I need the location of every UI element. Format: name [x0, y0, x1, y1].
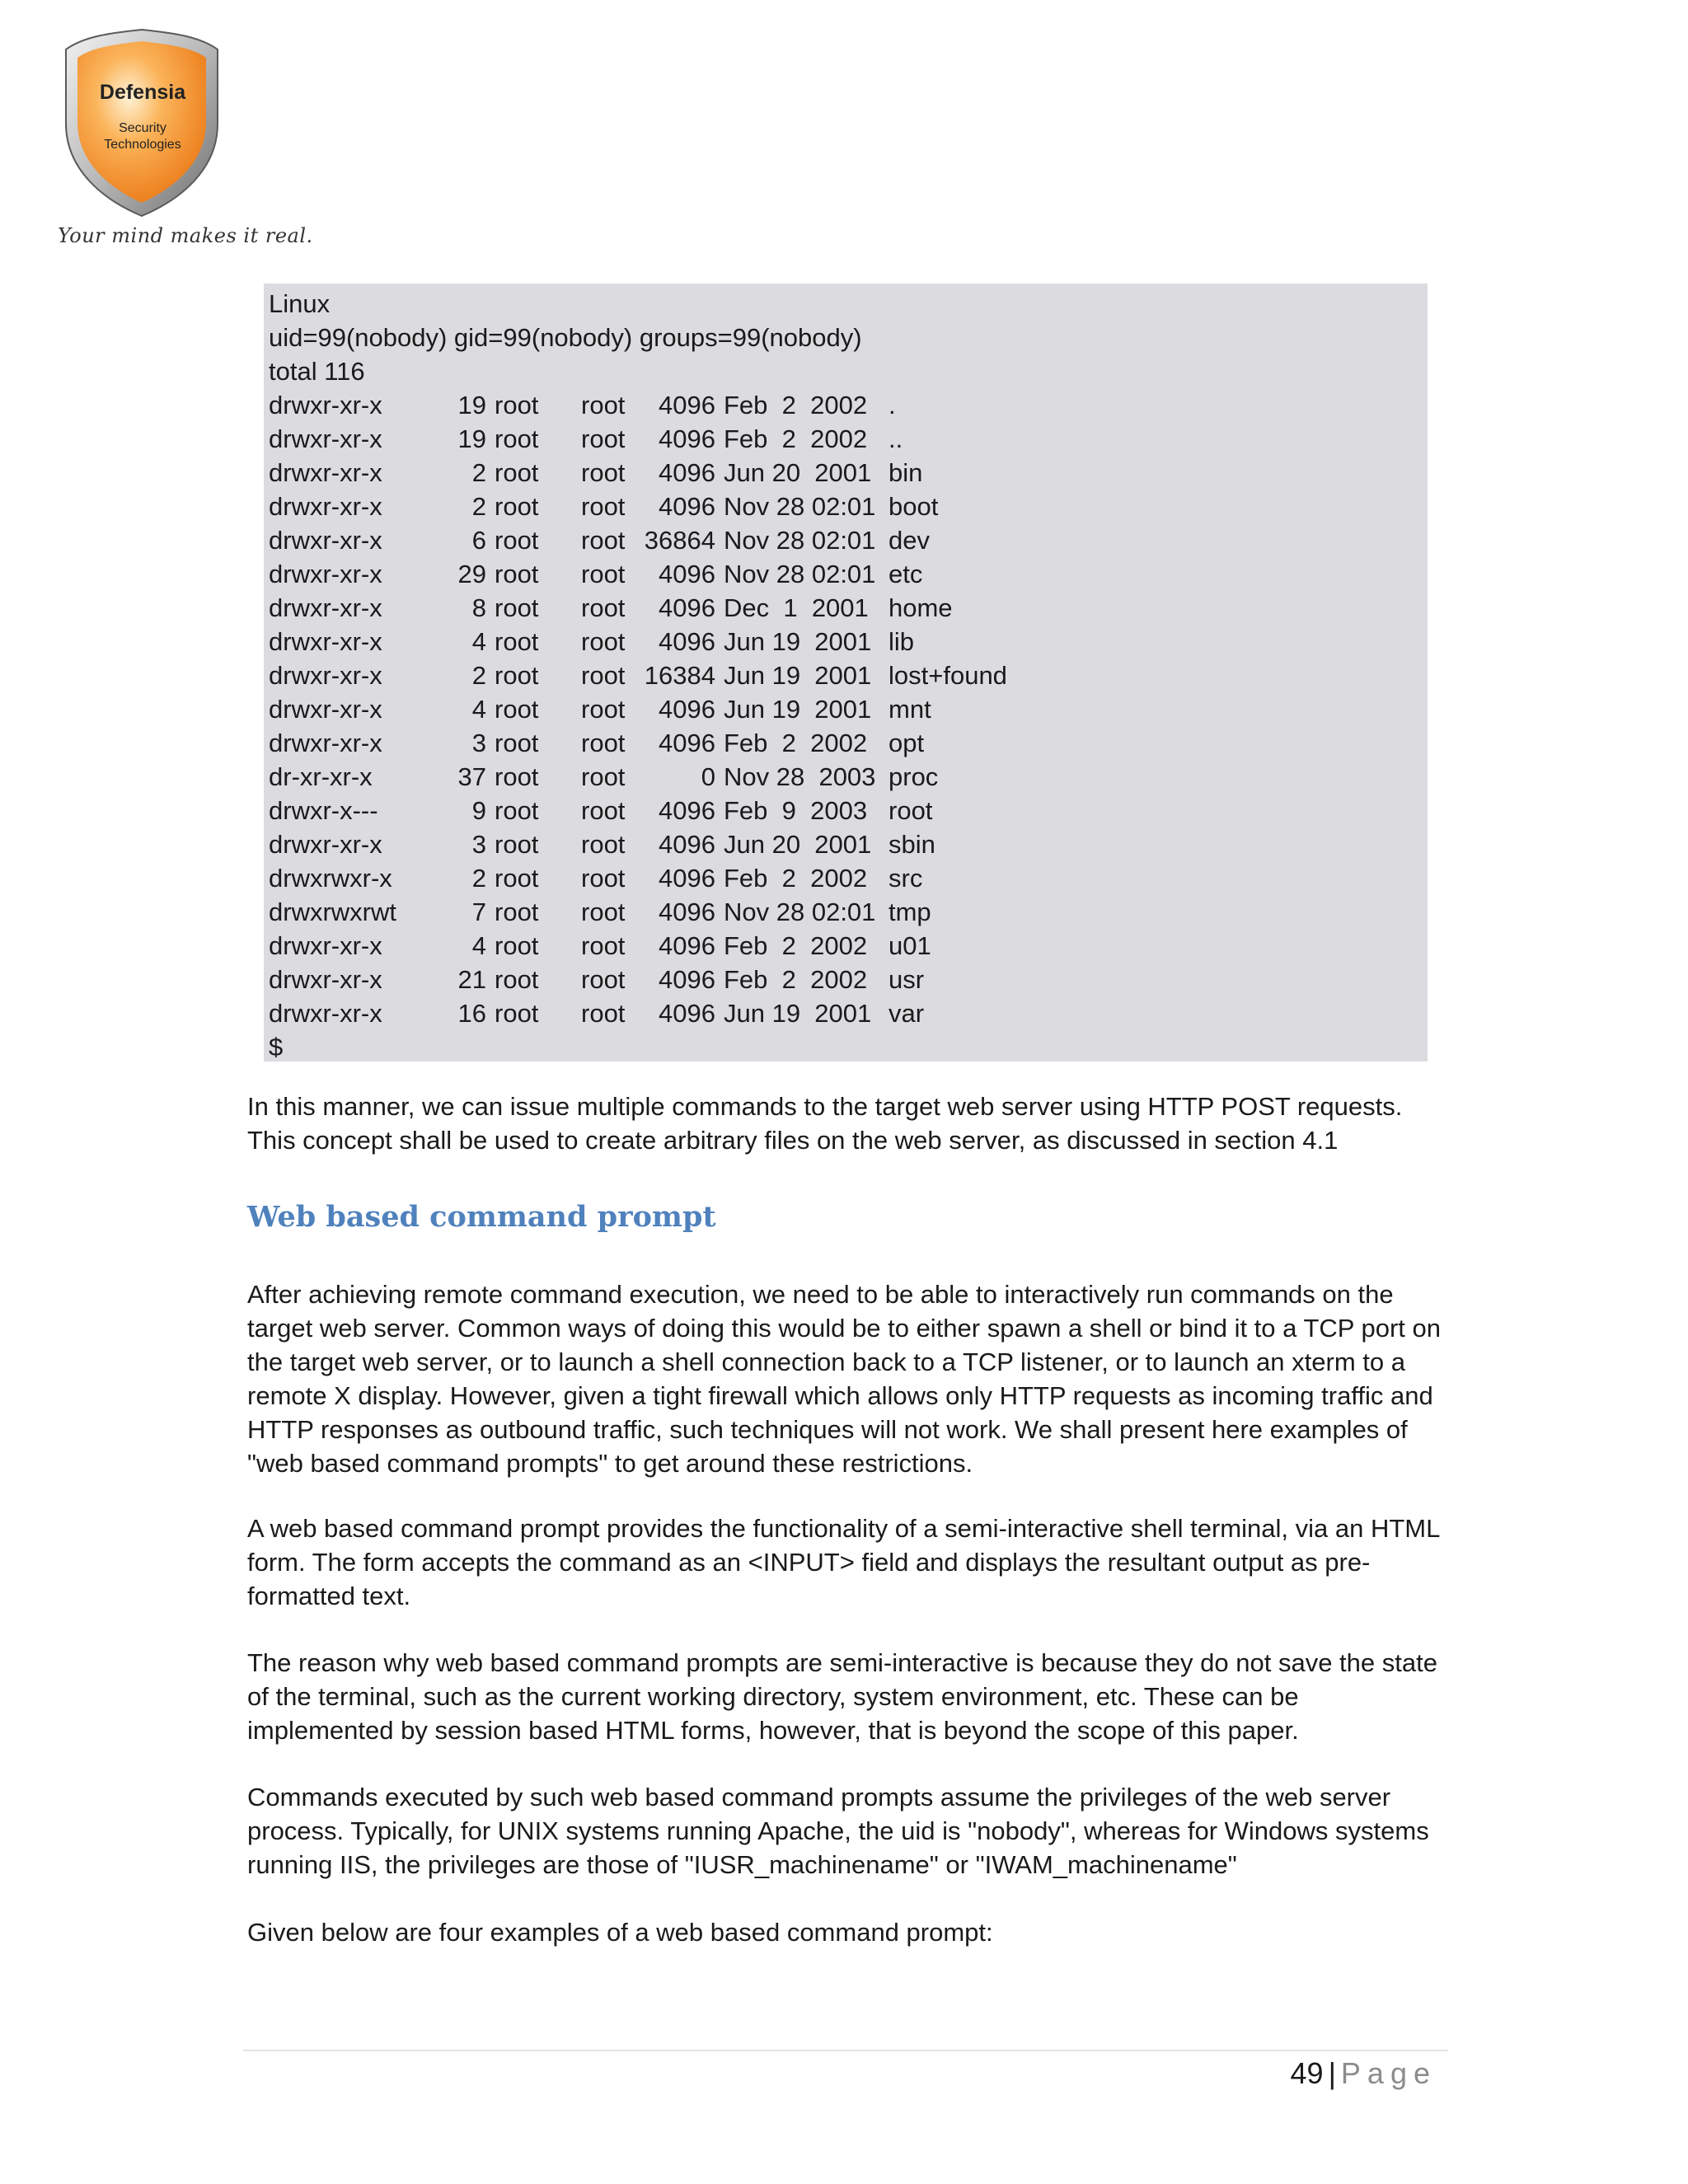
- date-cell: Feb 2 2002: [724, 864, 868, 893]
- logo-name: Defensia: [99, 81, 186, 104]
- size-cell: 4096: [659, 391, 715, 419]
- links-cell: 16: [457, 999, 486, 1028]
- listing-row: [264, 827, 1428, 861]
- date-cell: Feb 2 2002: [724, 965, 868, 994]
- listing-row: [264, 557, 1428, 591]
- owner-cell: root: [495, 627, 539, 656]
- owner-cell: root: [495, 424, 539, 453]
- logo-subline-2: Technologies: [104, 138, 181, 152]
- paragraph-web-prompt-definition: A web based command prompt provides the functionality of a semi-interactive shell terminal, via an HTML form. The form accepts the command as an <INPUT> field and displays the resultant output as pre-formatted text.: [247, 1514, 1440, 1610]
- size-cell: 4096: [659, 796, 715, 825]
- filename-cell: usr: [889, 965, 925, 994]
- terminal-header-line: total 116: [269, 357, 365, 386]
- filename-cell: boot: [889, 492, 939, 521]
- group-cell: root: [581, 796, 626, 825]
- date-cell: Jun 20 2001: [724, 830, 872, 859]
- listing-row: [264, 523, 1428, 557]
- filename-cell: lib: [889, 627, 915, 656]
- listing-row: [264, 422, 1428, 456]
- listing-row: [264, 658, 1428, 692]
- filename-cell: root: [889, 796, 933, 825]
- owner-cell: root: [495, 999, 539, 1028]
- size-cell: 0: [701, 762, 715, 791]
- links-cell: 6: [471, 526, 486, 555]
- paragraph-semi-interactive: The reason why web based command prompts are semi-interactive is because they do not save the state of the terminal, such as the current working directory, system environment, etc. These can be implemented by session based HTML forms, however, that is beyond the scope of this paper.: [247, 1648, 1437, 1745]
- date-cell: Feb 2 2002: [724, 424, 868, 453]
- terminal-output: [264, 284, 1428, 1062]
- permissions-cell: drwxr-x---: [269, 796, 378, 825]
- links-cell: 2: [471, 661, 486, 690]
- owner-cell: root: [495, 864, 539, 893]
- links-cell: 19: [457, 424, 486, 453]
- date-cell: Nov 28 02:01: [724, 526, 876, 555]
- size-cell: 4096: [659, 830, 715, 859]
- directory-listing: [264, 388, 1428, 1030]
- permissions-cell: drwxr-xr-x: [269, 965, 382, 994]
- group-cell: root: [581, 526, 626, 555]
- size-cell: 4096: [659, 593, 715, 622]
- filename-cell: ..: [889, 424, 903, 453]
- permissions-cell: drwxr-xr-x: [269, 999, 382, 1028]
- permissions-cell: drwxr-xr-x: [269, 424, 382, 453]
- permissions-cell: drwxr-xr-x: [269, 492, 382, 521]
- filename-cell: etc: [889, 560, 923, 588]
- owner-cell: root: [495, 526, 539, 555]
- group-cell: root: [581, 729, 626, 757]
- links-cell: 29: [457, 560, 486, 588]
- date-cell: Feb 2 2002: [724, 931, 868, 960]
- links-cell: 19: [457, 391, 486, 419]
- size-cell: 36864: [644, 526, 715, 555]
- page-label: Page: [1340, 2056, 1437, 2090]
- filename-cell: proc: [889, 762, 939, 791]
- size-cell: 4096: [659, 729, 715, 757]
- terminal-header-line: uid=99(nobody) gid=99(nobody) groups=99(nobody): [269, 323, 862, 352]
- listing-row: [264, 490, 1428, 523]
- group-cell: root: [581, 898, 626, 926]
- filename-cell: sbin: [889, 830, 935, 859]
- links-cell: 4: [471, 931, 486, 960]
- listing-row: [264, 895, 1428, 929]
- size-cell: 4096: [659, 931, 715, 960]
- terminal-header: [264, 287, 1428, 388]
- size-cell: 4096: [659, 627, 715, 656]
- permissions-cell: drwxr-xr-x: [269, 560, 382, 588]
- date-cell: Jun 19 2001: [724, 999, 872, 1028]
- listing-row: [264, 760, 1428, 794]
- date-cell: Feb 2 2002: [724, 391, 868, 419]
- permissions-cell: drwxrwxrwt: [269, 898, 396, 926]
- group-cell: root: [581, 965, 626, 994]
- filename-cell: home: [889, 593, 953, 622]
- date-cell: Dec 1 2001: [724, 593, 869, 622]
- size-cell: 4096: [659, 492, 715, 521]
- group-cell: root: [581, 492, 626, 521]
- links-cell: 4: [471, 695, 486, 724]
- listing-row: [264, 996, 1428, 1030]
- permissions-cell: drwxr-xr-x: [269, 729, 382, 757]
- size-cell: 16384: [644, 661, 715, 690]
- date-cell: Jun 19 2001: [724, 695, 872, 724]
- date-cell: Nov 28 02:01: [724, 492, 876, 521]
- logo-tagline: Your mind makes it real.: [58, 224, 313, 247]
- size-cell: 4096: [659, 864, 715, 893]
- links-cell: 9: [471, 796, 486, 825]
- date-cell: Nov 28 02:01: [724, 898, 876, 926]
- permissions-cell: drwxr-xr-x: [269, 830, 382, 859]
- date-cell: Nov 28 2003: [724, 762, 876, 791]
- links-cell: 21: [457, 965, 486, 994]
- listing-row: [264, 963, 1428, 996]
- paragraph-remote-execution: After achieving remote command execution, we need to be able to interactively run commands on the target web server. Common ways of doing this would be to either spawn a shell or bind it to a TCP port on the target web server, or to launch a shell connection back to a TCP listener, or to launch an xterm to a remote X display. However, given a tight firewall which allows only HTTP requests as incoming traffic and HTTP responses as outbound traffic, such techniques will not work. We shall present here examples of "web based command prompts" to get around these restrictions.: [247, 1280, 1442, 1478]
- listing-row: [264, 794, 1428, 827]
- filename-cell: mnt: [889, 695, 931, 724]
- owner-cell: root: [495, 830, 539, 859]
- group-cell: root: [581, 762, 626, 791]
- group-cell: root: [581, 999, 626, 1028]
- listing-row: [264, 692, 1428, 726]
- listing-row: [264, 388, 1428, 422]
- permissions-cell: drwxr-xr-x: [269, 391, 382, 419]
- owner-cell: root: [495, 729, 539, 757]
- group-cell: root: [581, 931, 626, 960]
- filename-cell: .: [889, 391, 896, 419]
- footer-divider: [243, 2050, 1448, 2051]
- permissions-cell: drwxr-xr-x: [269, 695, 382, 724]
- filename-cell: var: [889, 999, 925, 1028]
- filename-cell: src: [889, 864, 923, 893]
- group-cell: root: [581, 391, 626, 419]
- date-cell: Jun 19 2001: [724, 627, 872, 656]
- paragraph-http-post: In this manner, we can issue multiple commands to the target web server using HTTP POST requests. This concept shall be used to create arbitrary files on the web server, as discussed in section 4.1: [247, 1092, 1403, 1155]
- size-cell: 4096: [659, 695, 715, 724]
- owner-cell: root: [495, 492, 539, 521]
- links-cell: 2: [471, 864, 486, 893]
- size-cell: 4096: [659, 999, 715, 1028]
- owner-cell: root: [495, 458, 539, 487]
- group-cell: root: [581, 593, 626, 622]
- owner-cell: root: [495, 796, 539, 825]
- group-cell: root: [581, 661, 626, 690]
- listing-row: [264, 726, 1428, 760]
- group-cell: root: [581, 864, 626, 893]
- owner-cell: root: [495, 695, 539, 724]
- date-cell: Feb 9 2003: [724, 796, 868, 825]
- group-cell: root: [581, 830, 626, 859]
- group-cell: root: [581, 560, 626, 588]
- size-cell: 4096: [659, 424, 715, 453]
- owner-cell: root: [495, 898, 539, 926]
- filename-cell: u01: [889, 931, 931, 960]
- owner-cell: root: [495, 391, 539, 419]
- group-cell: root: [581, 695, 626, 724]
- page-separator: |: [1328, 2056, 1336, 2090]
- shield-icon: [51, 25, 232, 223]
- terminal-header-line: Linux: [269, 289, 331, 318]
- size-cell: 4096: [659, 560, 715, 588]
- listing-row: [264, 625, 1428, 658]
- owner-cell: root: [495, 560, 539, 588]
- page-number: 49: [1290, 2056, 1324, 2090]
- date-cell: Jun 20 2001: [724, 458, 872, 487]
- group-cell: root: [581, 424, 626, 453]
- filename-cell: bin: [889, 458, 923, 487]
- date-cell: Nov 28 02:01: [724, 560, 876, 588]
- listing-row: [264, 456, 1428, 490]
- filename-cell: tmp: [889, 898, 931, 926]
- section-heading: Web based command prompt: [247, 1200, 716, 1234]
- owner-cell: root: [495, 661, 539, 690]
- owner-cell: root: [495, 931, 539, 960]
- links-cell: 2: [471, 492, 486, 521]
- permissions-cell: drwxr-xr-x: [269, 661, 382, 690]
- owner-cell: root: [495, 762, 539, 791]
- links-cell: 3: [471, 830, 486, 859]
- permissions-cell: drwxr-xr-x: [269, 593, 382, 622]
- size-cell: 4096: [659, 965, 715, 994]
- permissions-cell: drwxr-xr-x: [269, 458, 382, 487]
- group-cell: root: [581, 458, 626, 487]
- group-cell: root: [581, 627, 626, 656]
- date-cell: Feb 2 2002: [724, 729, 868, 757]
- paragraph-examples-intro: Given below are four examples of a web based command prompt:: [247, 1918, 993, 1947]
- permissions-cell: dr-xr-xr-x: [269, 762, 373, 791]
- links-cell: 3: [471, 729, 486, 757]
- permissions-cell: drwxrwxr-x: [269, 864, 392, 893]
- filename-cell: lost+found: [889, 661, 1007, 690]
- size-cell: 4096: [659, 458, 715, 487]
- date-cell: Jun 19 2001: [724, 661, 872, 690]
- listing-row: [264, 591, 1428, 625]
- links-cell: 37: [457, 762, 486, 791]
- links-cell: 8: [471, 593, 486, 622]
- permissions-cell: drwxr-xr-x: [269, 931, 382, 960]
- links-cell: 7: [471, 898, 486, 926]
- filename-cell: dev: [889, 526, 930, 555]
- size-cell: 4096: [659, 898, 715, 926]
- logo-subline-1: Security: [119, 121, 166, 135]
- permissions-cell: drwxr-xr-x: [269, 526, 382, 555]
- listing-row: [264, 861, 1428, 895]
- permissions-cell: drwxr-xr-x: [269, 627, 382, 656]
- owner-cell: root: [495, 965, 539, 994]
- listing-row: [264, 929, 1428, 963]
- links-cell: 4: [471, 627, 486, 656]
- page-footer: [1291, 2054, 1437, 2093]
- shell-prompt: $: [269, 1033, 284, 1062]
- owner-cell: root: [495, 593, 539, 622]
- paragraph-privileges: Commands executed by such web based command prompts assume the privileges of the web server process. Typically, for UNIX systems running Apache, the uid is "nobody", whereas for Windows systems running IIS, the privileges are those of "IUSR_machinename" or "IWAM_machinename": [247, 1783, 1429, 1879]
- links-cell: 2: [471, 458, 486, 487]
- filename-cell: opt: [889, 729, 925, 757]
